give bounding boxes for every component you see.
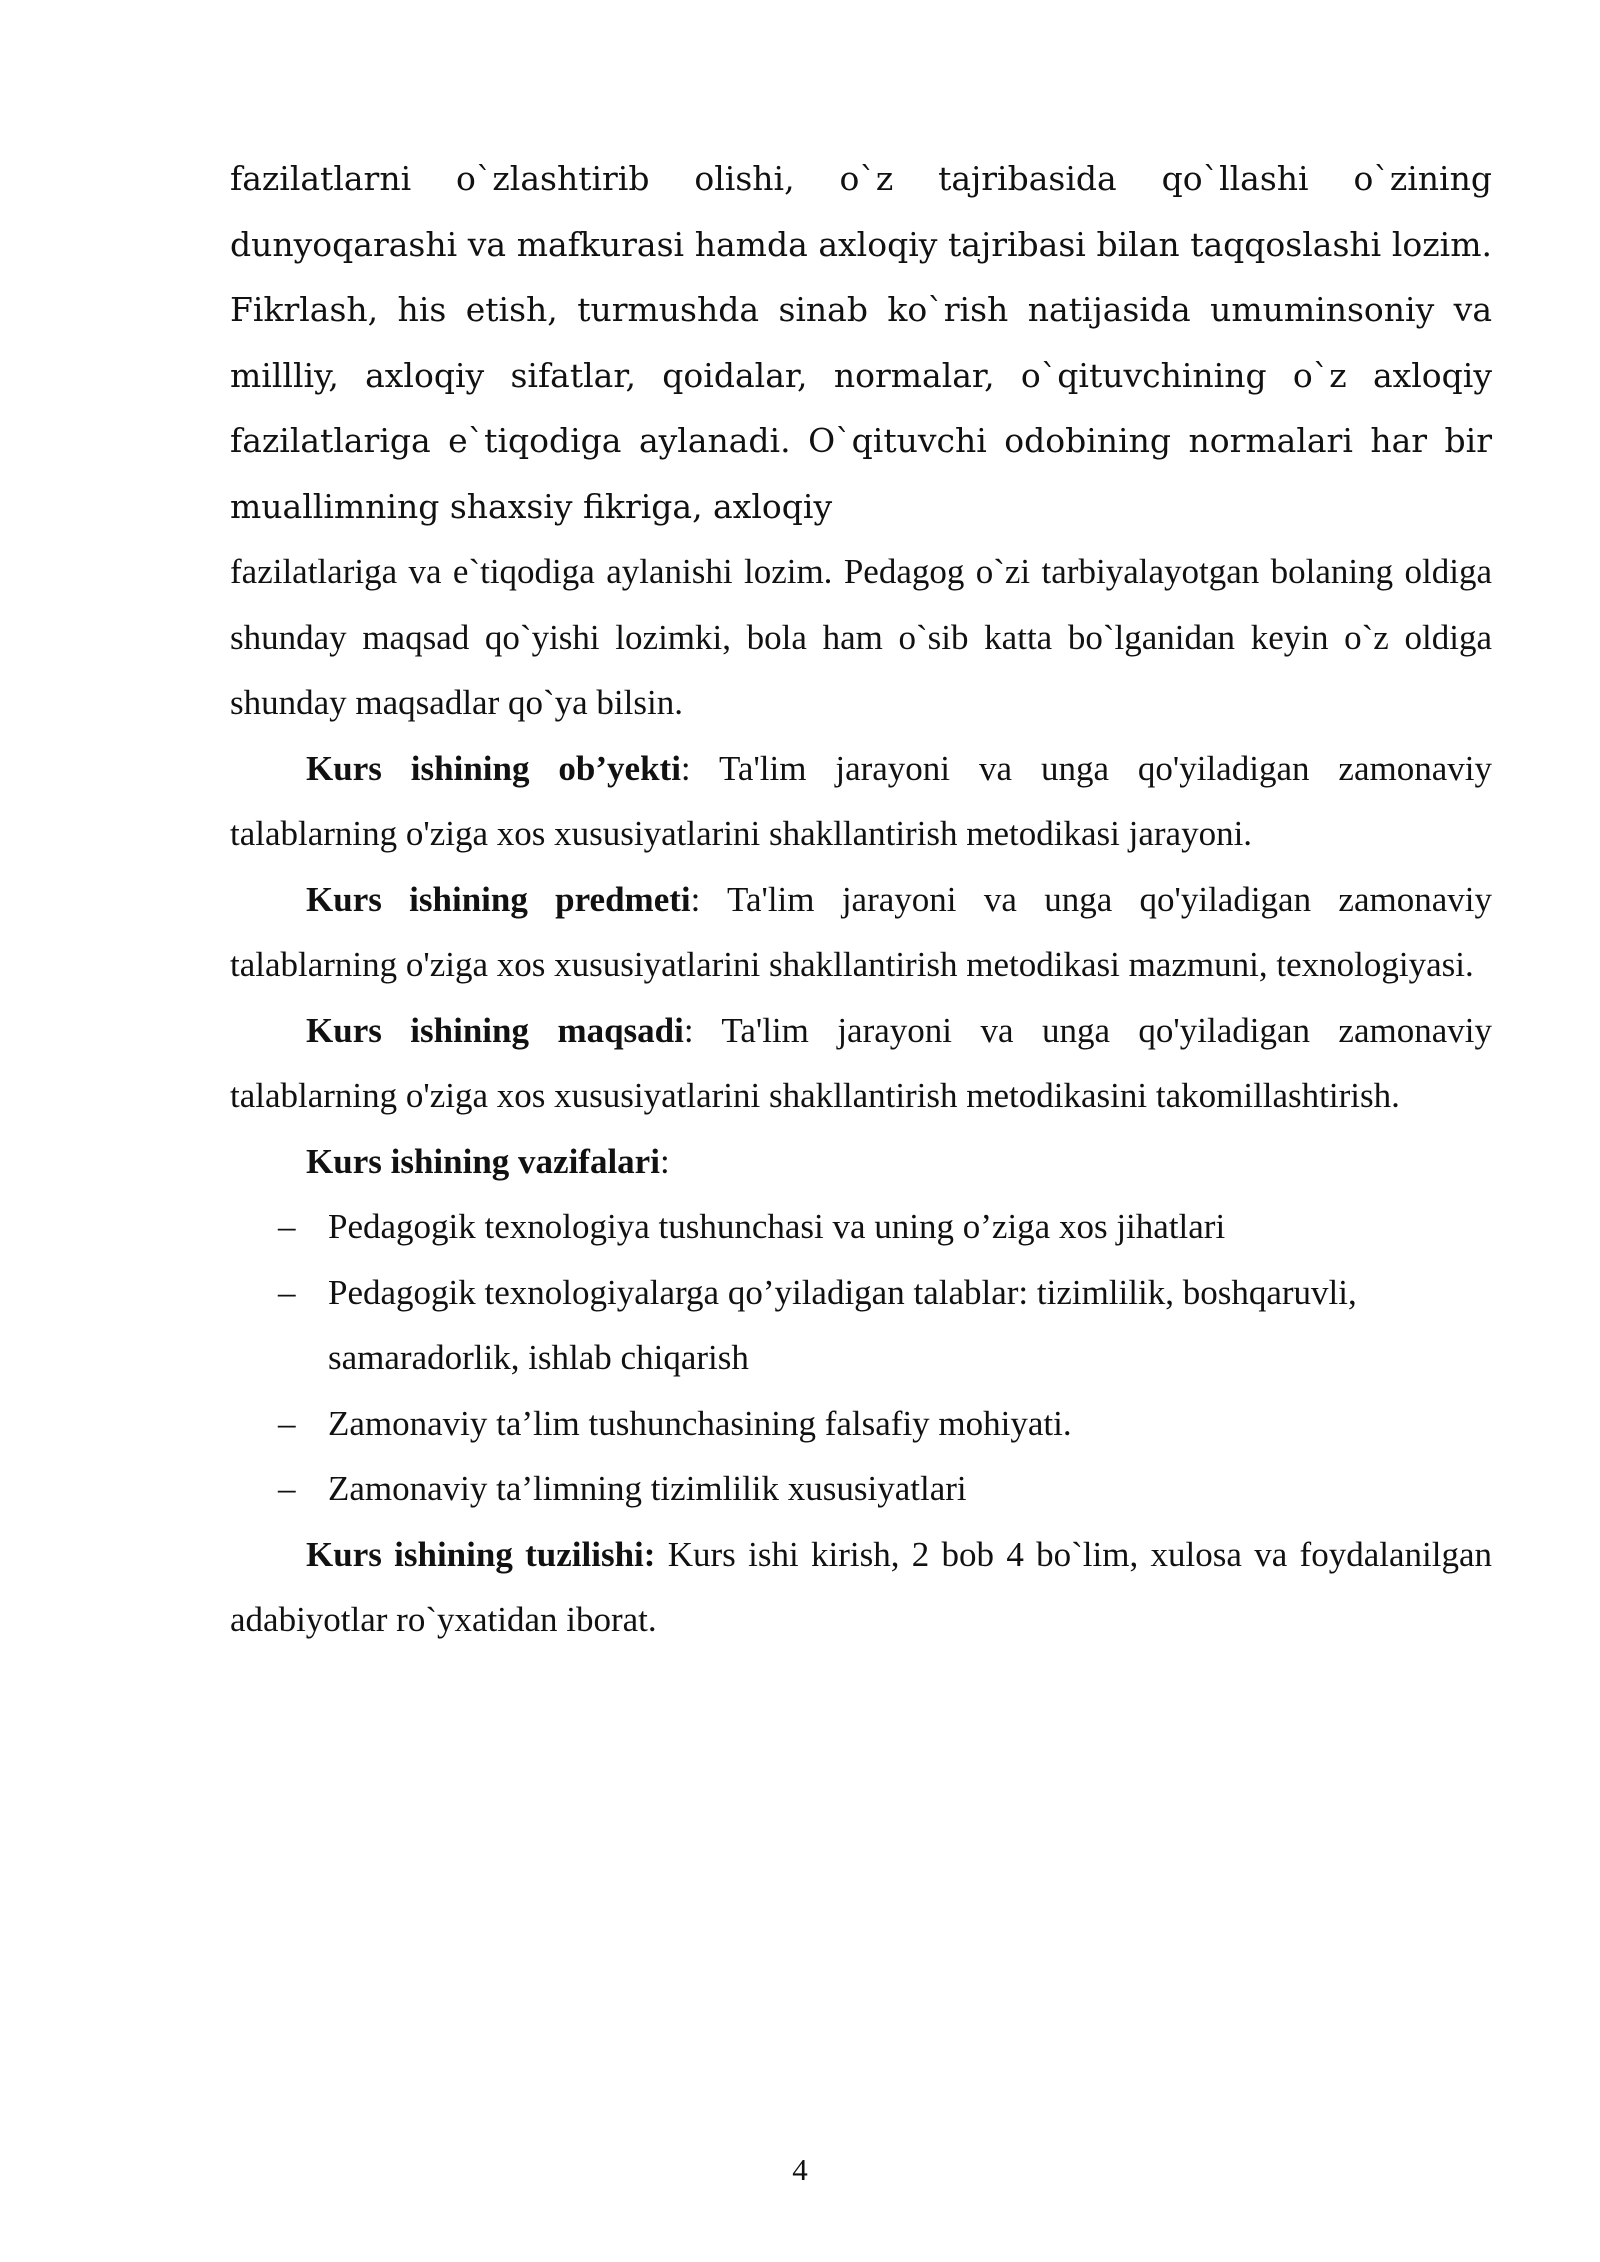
object-text: Ta'lim jarayoni va unga qo'yiladigan zamonaviy talablarning o'ziga xos xususiyatlarini shakllantirish metodikasi jarayoni. xyxy=(230,748,1492,853)
goal-label: Kurs ishining maqsadi xyxy=(306,1010,684,1050)
tasks-heading xyxy=(230,1129,1492,1195)
page-number: 4 xyxy=(792,2152,808,2187)
dash-bullet: – xyxy=(278,1207,296,1246)
subject-paragraph xyxy=(230,867,1492,998)
structure-text: Kurs ishi kirish, 2 bob 4 bo`lim, xulosa va foydalanilgan adabiyotlar ro`yxatidan iborat. xyxy=(230,1534,1492,1639)
dash-bullet: – xyxy=(278,1469,296,1508)
tasks-separator: : xyxy=(659,1141,670,1181)
intro-paragraph-part2: fazilatlariga va e`tiqodiga aylanishi lozim. Pedagog o`zi tarbiyalayotgan bolaning oldiga shunday maqsad qo`yishi lozimki, bola ham o`sib katta bo`lganidan keyin o`z oldiga shunday maqsadlar qo`ya bilsin. xyxy=(230,552,1492,722)
list-item-text: Pedagogik texnologiya tushunchasi va uning o’ziga xos jihatlari xyxy=(328,1207,1226,1246)
list-item-text: Pedagogik texnologiyalarga qo’yiladigan talablar: tizimlilik, boshqaruvli, samaradorlik, ishlab chiqarish xyxy=(328,1272,1357,1377)
object-paragraph xyxy=(230,736,1492,867)
list-item xyxy=(230,1260,1492,1391)
goal-text: Ta'lim jarayoni va unga qo'yiladigan zamonaviy talablarning o'ziga xos xususiyatlarini shakllantirish metodikasini takomillashtirish. xyxy=(230,1010,1492,1115)
subject-separator: : xyxy=(690,879,701,919)
document-page xyxy=(230,146,1492,1653)
dash-bullet: – xyxy=(278,1403,296,1443)
list-item xyxy=(230,1194,1492,1260)
object-label: Kurs ishining ob’yekti xyxy=(306,748,681,788)
list-item-text: Zamonaviy ta’lim tushunchasining falsafiy mohiyati. xyxy=(328,1403,1072,1443)
tasks-label: Kurs ishining vazifalari xyxy=(306,1141,660,1181)
subject-text: Ta'lim jarayoni va unga qo'yiladigan zamonaviy talablarning o'ziga xos xususiyatlarini shakllantirish metodikasi mazmuni, texnologiyasi. xyxy=(230,879,1492,984)
subject-label: Kurs ishining predmeti xyxy=(306,879,691,919)
object-separator: : xyxy=(680,748,691,788)
structure-label: Kurs ishining tuzilishi: xyxy=(306,1534,656,1574)
intro-paragraph-part1: fazilatlarni o`zlashtirib olishi, o`z tajribasida qo`llashi o`zining dunyoqarashi va mafkurasi hamda axloqiy tajribasi bilan taqqoslashi lozim. Fikrlash, his etish, turmushda sinab ko`rish natijasida umuminsoniy va millliy, axloqiy sifatlar, qoidalar, normalar, o`qituvchining o`z axloqiy fazilatlariga e`tiqodiga aylanadi. O`qituvchi odobining normalari har bir muallimning shaxsiy fikriga, axloqiy xyxy=(230,159,1492,526)
tasks-list xyxy=(230,1194,1492,1522)
goal-separator: : xyxy=(683,1010,694,1050)
structure-paragraph xyxy=(230,1522,1492,1653)
list-item xyxy=(230,1391,1492,1457)
list-item-text: Zamonaviy ta’limning tizimlilik xususiyatlari xyxy=(328,1469,967,1508)
dash-bullet: – xyxy=(278,1272,296,1312)
list-item xyxy=(230,1456,1492,1522)
goal-paragraph xyxy=(230,998,1492,1129)
